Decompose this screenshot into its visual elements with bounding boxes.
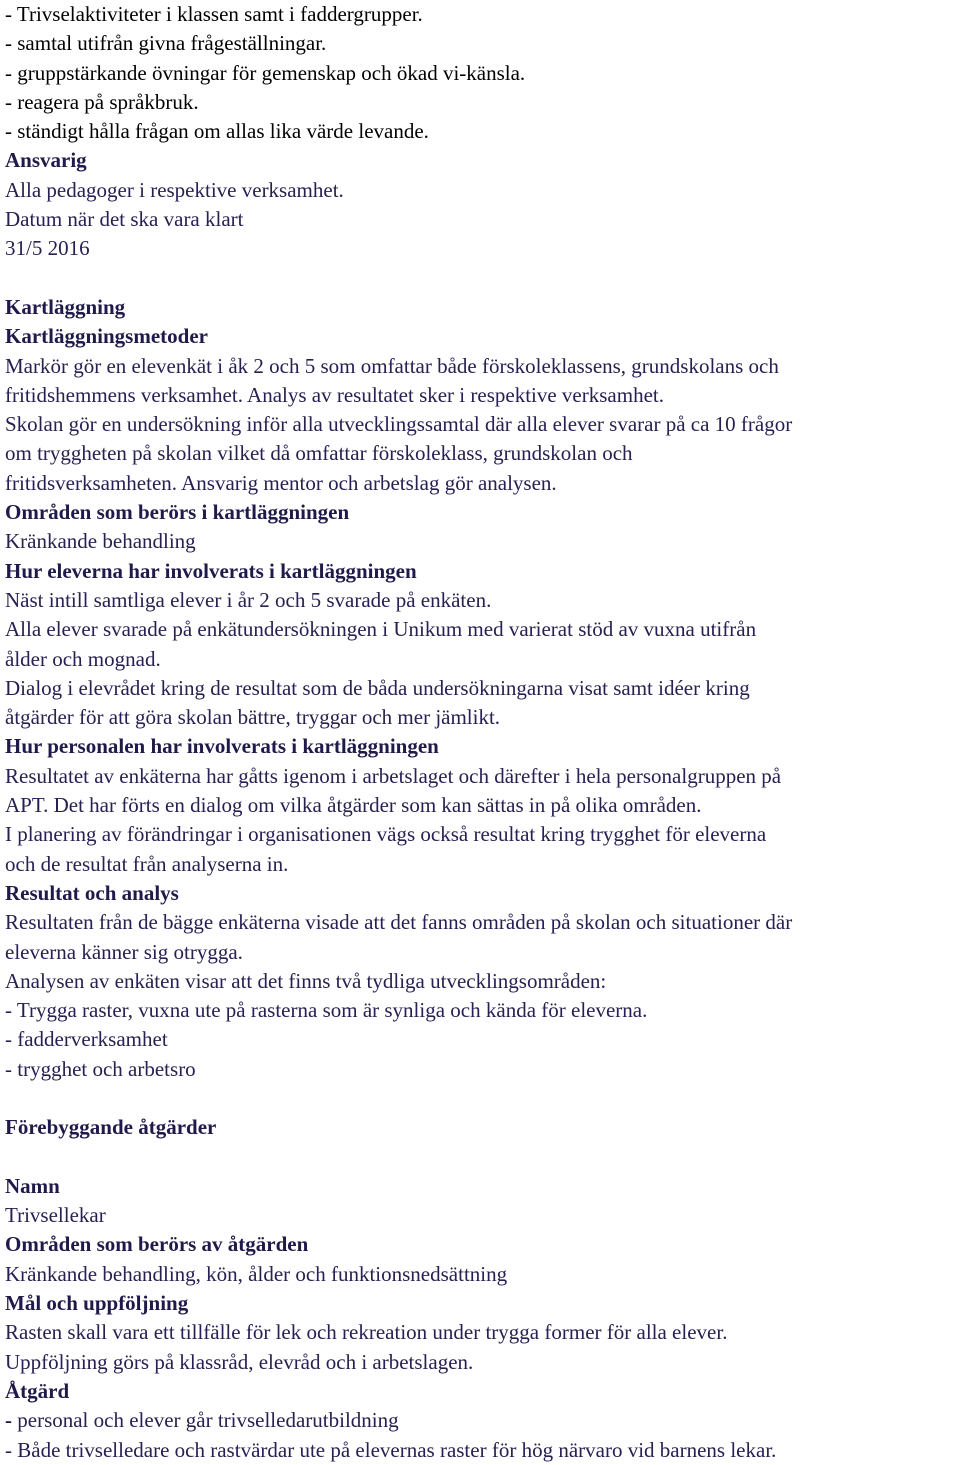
resultat-line: Analysen av enkäten visar att det finns två tydliga utvecklingsområden: (5, 968, 607, 993)
spacer (5, 1084, 956, 1113)
list-item: - ständigt hålla frågan om allas lika värde levande. (5, 119, 429, 144)
resultat-line: eleverna känner sig otrygga. (5, 939, 243, 964)
elever-line: Näst intill samtliga elever i år 2 och 5 svarade på enkäten. (5, 587, 492, 612)
namn-heading: Namn (5, 1173, 60, 1198)
metoder-line: Markör gör en elevenkät i åk 2 och 5 som omfattar både förskoleklassens, grundskolans och (5, 353, 779, 378)
atgard-omraden-heading: Områden som berörs av åtgärden (5, 1232, 309, 1257)
metoder-line: fritidshemmens verksamhet. Analys av resultatet sker i respektive verksamhet. (5, 382, 664, 407)
namn-value: Trivsellekar (5, 1203, 106, 1228)
resultat-line: - trygghet och arbetsro (5, 1056, 196, 1081)
ansvarig-text: Alla pedagoger i respektive verksamhet. (5, 177, 344, 202)
top-list (5, 0, 956, 146)
mal-heading: Mål och uppföljning (5, 1291, 189, 1316)
datum-heading: Datum när det ska vara klart (5, 207, 244, 232)
metoder-heading: Kartläggningsmetoder (5, 324, 208, 349)
section-title-forebyggande: Förebyggande åtgärder (5, 1115, 217, 1140)
section-title-kartlaggning: Kartläggning (5, 294, 126, 319)
list-item: - reagera på språkbruk. (5, 89, 199, 114)
personal-line: Resultatet av enkäterna har gåtts igenom i arbetslaget och därefter i hela personalgruppen på (5, 763, 782, 788)
personal-heading: Hur personalen har involverats i kartläggningen (5, 734, 439, 759)
mal-line: Rasten skall vara ett tillfälle för lek och rekreation under trygga former för alla elever. (5, 1320, 728, 1345)
elever-line: Alla elever svarade på enkätundersökningen i Unikum med varierat stöd av vuxna utifrån (5, 617, 757, 642)
list-item: - samtal utifrån givna frågeställningar. (5, 31, 327, 56)
elever-line: ålder och mognad. (5, 646, 161, 671)
atgard-omraden-value: Kränkande behandling, kön, ålder och funktionsnedsättning (5, 1261, 508, 1286)
atgard-heading: Åtgärd (5, 1378, 70, 1403)
atgard-line-prefix: - (5, 1408, 12, 1433)
datum-value: 31/5 2016 (5, 236, 90, 261)
metoder-line: om tryggheten på skolan vilket då omfattar förskoleklass, grundskolan och (5, 441, 633, 466)
resultat-heading: Resultat och analys (5, 880, 179, 905)
spacer (5, 264, 956, 293)
ansvarig-heading: Ansvarig (5, 148, 87, 173)
list-item: - Trivselaktiviteter i klassen samt i faddergrupper. (5, 2, 423, 26)
atgard-line-text: personal och elever går trivselledarutbildning (12, 1408, 399, 1433)
elever-line: Dialog i elevrådet kring de resultat som de båda undersökningarna visat samt idéer kring (5, 675, 750, 700)
metoder-line: fritidsverksamheten. Ansvarig mentor och arbetslag gör analysen. (5, 470, 557, 495)
atgard-line (5, 1406, 956, 1435)
list-item: - gruppstärkande övningar för gemenskap och ökad vi-känsla. (5, 60, 526, 85)
personal-line: I planering av förändringar i organisationen vägs också resultat kring trygghet för eleverna (5, 822, 767, 847)
metoder-line: Skolan gör en undersökning inför alla utvecklingssamtal där alla elever svarar på ca 10 frågor (5, 412, 793, 437)
atgard-line-text: - Både trivselledare och rastvärdar ute på elevernas raster för hög närvaro vid barnens lekar. (5, 1437, 777, 1462)
resultat-line: - fadderverksamhet (5, 1027, 168, 1052)
elever-line: åtgärder för att göra skolan bättre, tryggar och mer jämlikt. (5, 705, 501, 730)
atgard-line (5, 1436, 956, 1465)
resultat-line: - Trygga raster, vuxna ute på rasterna som är synliga och kända för eleverna. (5, 998, 648, 1023)
omraden-heading: Områden som berörs i kartläggningen (5, 500, 350, 525)
elever-heading: Hur eleverna har involverats i kartläggningen (5, 558, 417, 583)
resultat-line: Resultaten från de bägge enkäterna visade att det fanns områden på skolan och situationer där (5, 910, 793, 935)
mal-line: Uppföljning görs på klassråd, elevråd och i arbetslagen. (5, 1349, 474, 1374)
personal-line: och de resultat från analyserna in. (5, 851, 289, 876)
omraden-text: Kränkande behandling (5, 529, 196, 554)
personal-line: APT. Det har förts en dialog om vilka åtgärder som kan sättas in på olika områden. (5, 793, 702, 818)
spacer (5, 1143, 956, 1172)
